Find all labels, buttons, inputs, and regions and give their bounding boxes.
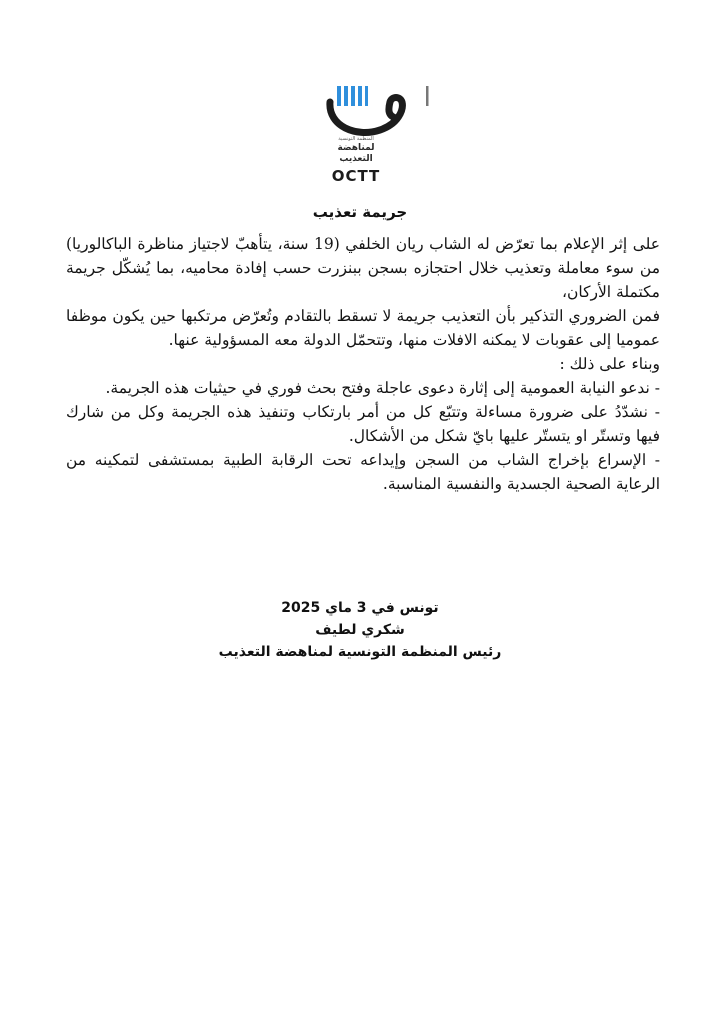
octt-logo <box>318 80 438 190</box>
signature-block <box>0 597 720 663</box>
octt-emblem-icon <box>318 80 438 140</box>
logo-name-line-2: التعذيب <box>339 154 373 164</box>
demand-item-3: - الإسراع بإخراج الشاب من السجن وإيداعه تحت الرقابة الطبية بمستشفى لتمكينه من الرعاية الصحية الجسدية والنفسية المناسبة. <box>66 451 660 493</box>
statement-body <box>66 232 660 496</box>
paragraph-transition: وبناء على ذلك : <box>559 355 660 373</box>
document-title: جريمة تعذيب <box>312 203 408 221</box>
signature-name: شكري لطيف <box>315 622 405 638</box>
signature-role: رئيس المنظمة التونسية لمناهضة التعذيب <box>218 644 502 660</box>
logo-acronym: OCTT <box>331 167 381 185</box>
paragraph-reminder: فمن الضروري التذكير بأن التعذيب جريمة لا تسقط بالتقادم وتُعرّض مرتكبها حين يكون موظفا عموميا إلى عقوبات لا يمكنه الافلات منها، وتتحمّل الدولة معه المسؤولية عنها. <box>66 307 660 349</box>
demand-item-2: - نشدّدُ على ضرورة مساءلة وتتبّع كل من أمر بارتكاب وتنفيذ هذه الجريمة وكل من شارك فيها وتستّر او يتستّر عليها بايّ شكل من الأشكال. <box>66 403 660 445</box>
paragraph-intro: على إثر الإعلام بما تعرّض له الشاب ريان الخلفي (19 سنة، يتأهبّ لاجتياز مناظرة الباكالوريا) من سوء معاملة وتعذيب خلال احتجازه بسجن ببنزرت حسب إفادة محاميه، بما يُشكّل جريمة مكتملة الأركان، <box>66 235 660 301</box>
signature-date: تونس في 3 ماي 2025 <box>281 600 439 616</box>
logo-name-line-1: لمناهضة <box>337 143 375 153</box>
demand-item-1: - ندعو النيابة العمومية إلى إثارة دعوى عاجلة وفتح بحث فوري في حيثيات هذه الجريمة. <box>105 379 660 397</box>
logo-org-line: المنظمة التونسية <box>338 136 374 142</box>
